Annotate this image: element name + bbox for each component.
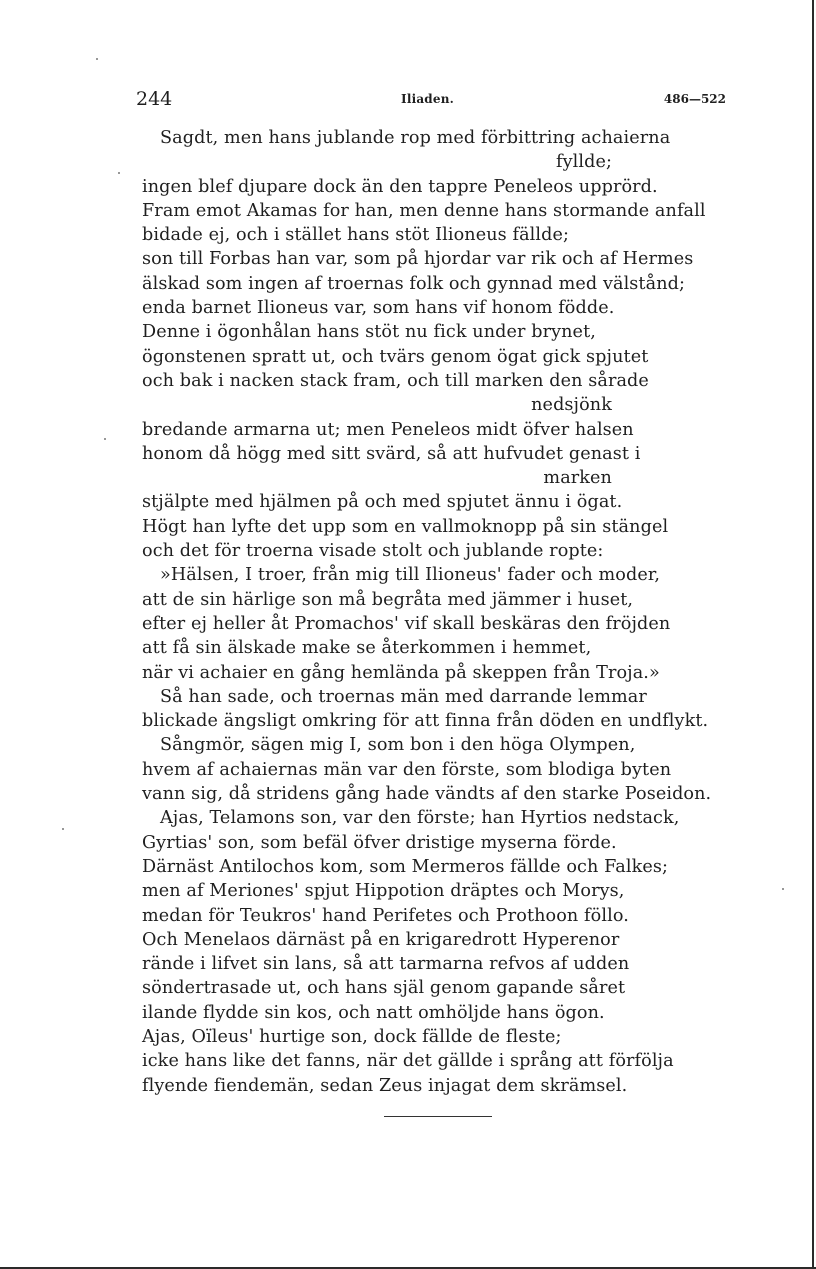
text-line: Högt han lyfte det upp som en vallmoknopp på sin stängel [142, 516, 669, 537]
text-line: flyende fiendemän, sedan Zeus injagat dem skrämsel. [142, 1075, 628, 1096]
page-edge-right [812, 0, 814, 1269]
text-line: blickade ängsligt omkring för att finna från döden en undflykt. [142, 711, 709, 732]
page-number: 244 [136, 88, 173, 110]
text-line: ingen blef djupare dock än den tappre Peneleos upprörd. [142, 176, 658, 197]
text-line: älskad som ingen af troernas folk och gynnad med välstånd; [142, 273, 686, 294]
text-line: Gyrtias' son, som befäl öfver dristige myserna förde. [142, 832, 617, 853]
section-rule [384, 1116, 492, 1117]
text-line: Fram emot Akamas for han, men denne hans stormande anfall [142, 200, 706, 221]
text-line: marken [543, 468, 612, 489]
text-line: stjälpte med hjälmen på och med spjutet ännu i ögat. [142, 492, 623, 513]
scan-speck [62, 828, 64, 830]
text-line: men af Meriones' spjut Hippotion dräptes och Morys, [142, 881, 625, 902]
text-line: efter ej heller åt Promachos' vif skall beskäras den fröjden [142, 613, 671, 634]
text-line: Sångmör, sägen mig I, som bon i den höga Olympen, [160, 735, 636, 756]
text-line: Så han sade, och troernas män med darrande lemmar [160, 686, 647, 707]
scan-speck [96, 58, 98, 60]
text-line: nedsjönk [531, 395, 612, 416]
text-line: hvem af achaiernas män var den förste, som blodiga byten [142, 759, 672, 780]
line-range: 486—522 [663, 92, 726, 106]
text-line: och bak i nacken stack fram, och till marken den sårade [142, 370, 649, 391]
text-line: Och Menelaos därnäst på en krigaredrott Hyperenor [142, 929, 620, 950]
text-line: söndertrasade ut, och hans själ genom gapande såret [142, 978, 626, 999]
text-line: Denne i ögonhålan hans stöt nu fick under brynet, [142, 322, 596, 343]
text-line: bredande armarna ut; men Peneleos midt öfver halsen [142, 419, 634, 440]
poem-text [142, 126, 730, 1098]
text-line: »Hälsen, I troer, från mig till Ilioneus' fader och moder, [160, 565, 661, 586]
text-line: ögonstenen spratt ut, och tvärs genom ögat gick spjutet [142, 346, 649, 367]
text-line: fyllde; [555, 152, 612, 173]
text-line: bidade ej, och i stället hans stöt Ilioneus fällde; [142, 225, 570, 246]
text-line: när vi achaier en gång hemlända på skeppen från Troja.» [142, 662, 660, 683]
text-line: medan för Teukros' hand Perifetes och Prothoon föllo. [142, 905, 629, 926]
text-line: icke hans like det fanns, när det gällde i språng att förfölja [142, 1051, 674, 1072]
running-title: Iliaden. [401, 92, 455, 106]
scan-speck [782, 888, 784, 890]
text-line: vann sig, då stridens gång hade vändts af den starke Poseidon. [142, 784, 712, 805]
scan-speck [118, 172, 120, 174]
text-line: Sagdt, men hans jublande rop med förbittring achaierna [160, 128, 671, 148]
scan-speck [104, 438, 106, 440]
text-line: Därnäst Antilochos kom, som Mermeros fällde och Falkes; [142, 856, 668, 877]
text-line: Ajas, Telamons son, var den förste; han Hyrtios nedstack, [160, 808, 680, 829]
text-line: son till Forbas han var, som på hjordar var rik och af Hermes [142, 249, 694, 270]
text-line: och det för troerna visade stolt och jublande ropte: [142, 541, 604, 562]
text-line: Ajas, Oïleus' hurtige son, dock fällde de fleste; [142, 1026, 562, 1047]
text-line: enda barnet Ilioneus var, som hans vif honom födde. [142, 298, 615, 319]
text-line: att få sin älskade make se återkommen i hemmet, [142, 638, 592, 659]
text-line: att de sin härlige son må begråta med jämmer i huset, [142, 589, 634, 610]
text-line: honom då högg med sitt svärd, så att hufvudet genast i [142, 443, 641, 464]
text-line: rände i lifvet sin lans, så att tarmarna refvos af udden [142, 954, 630, 975]
text-line: ilande flydde sin kos, och natt omhöljde hans ögon. [142, 1002, 605, 1023]
page-header [136, 88, 726, 114]
